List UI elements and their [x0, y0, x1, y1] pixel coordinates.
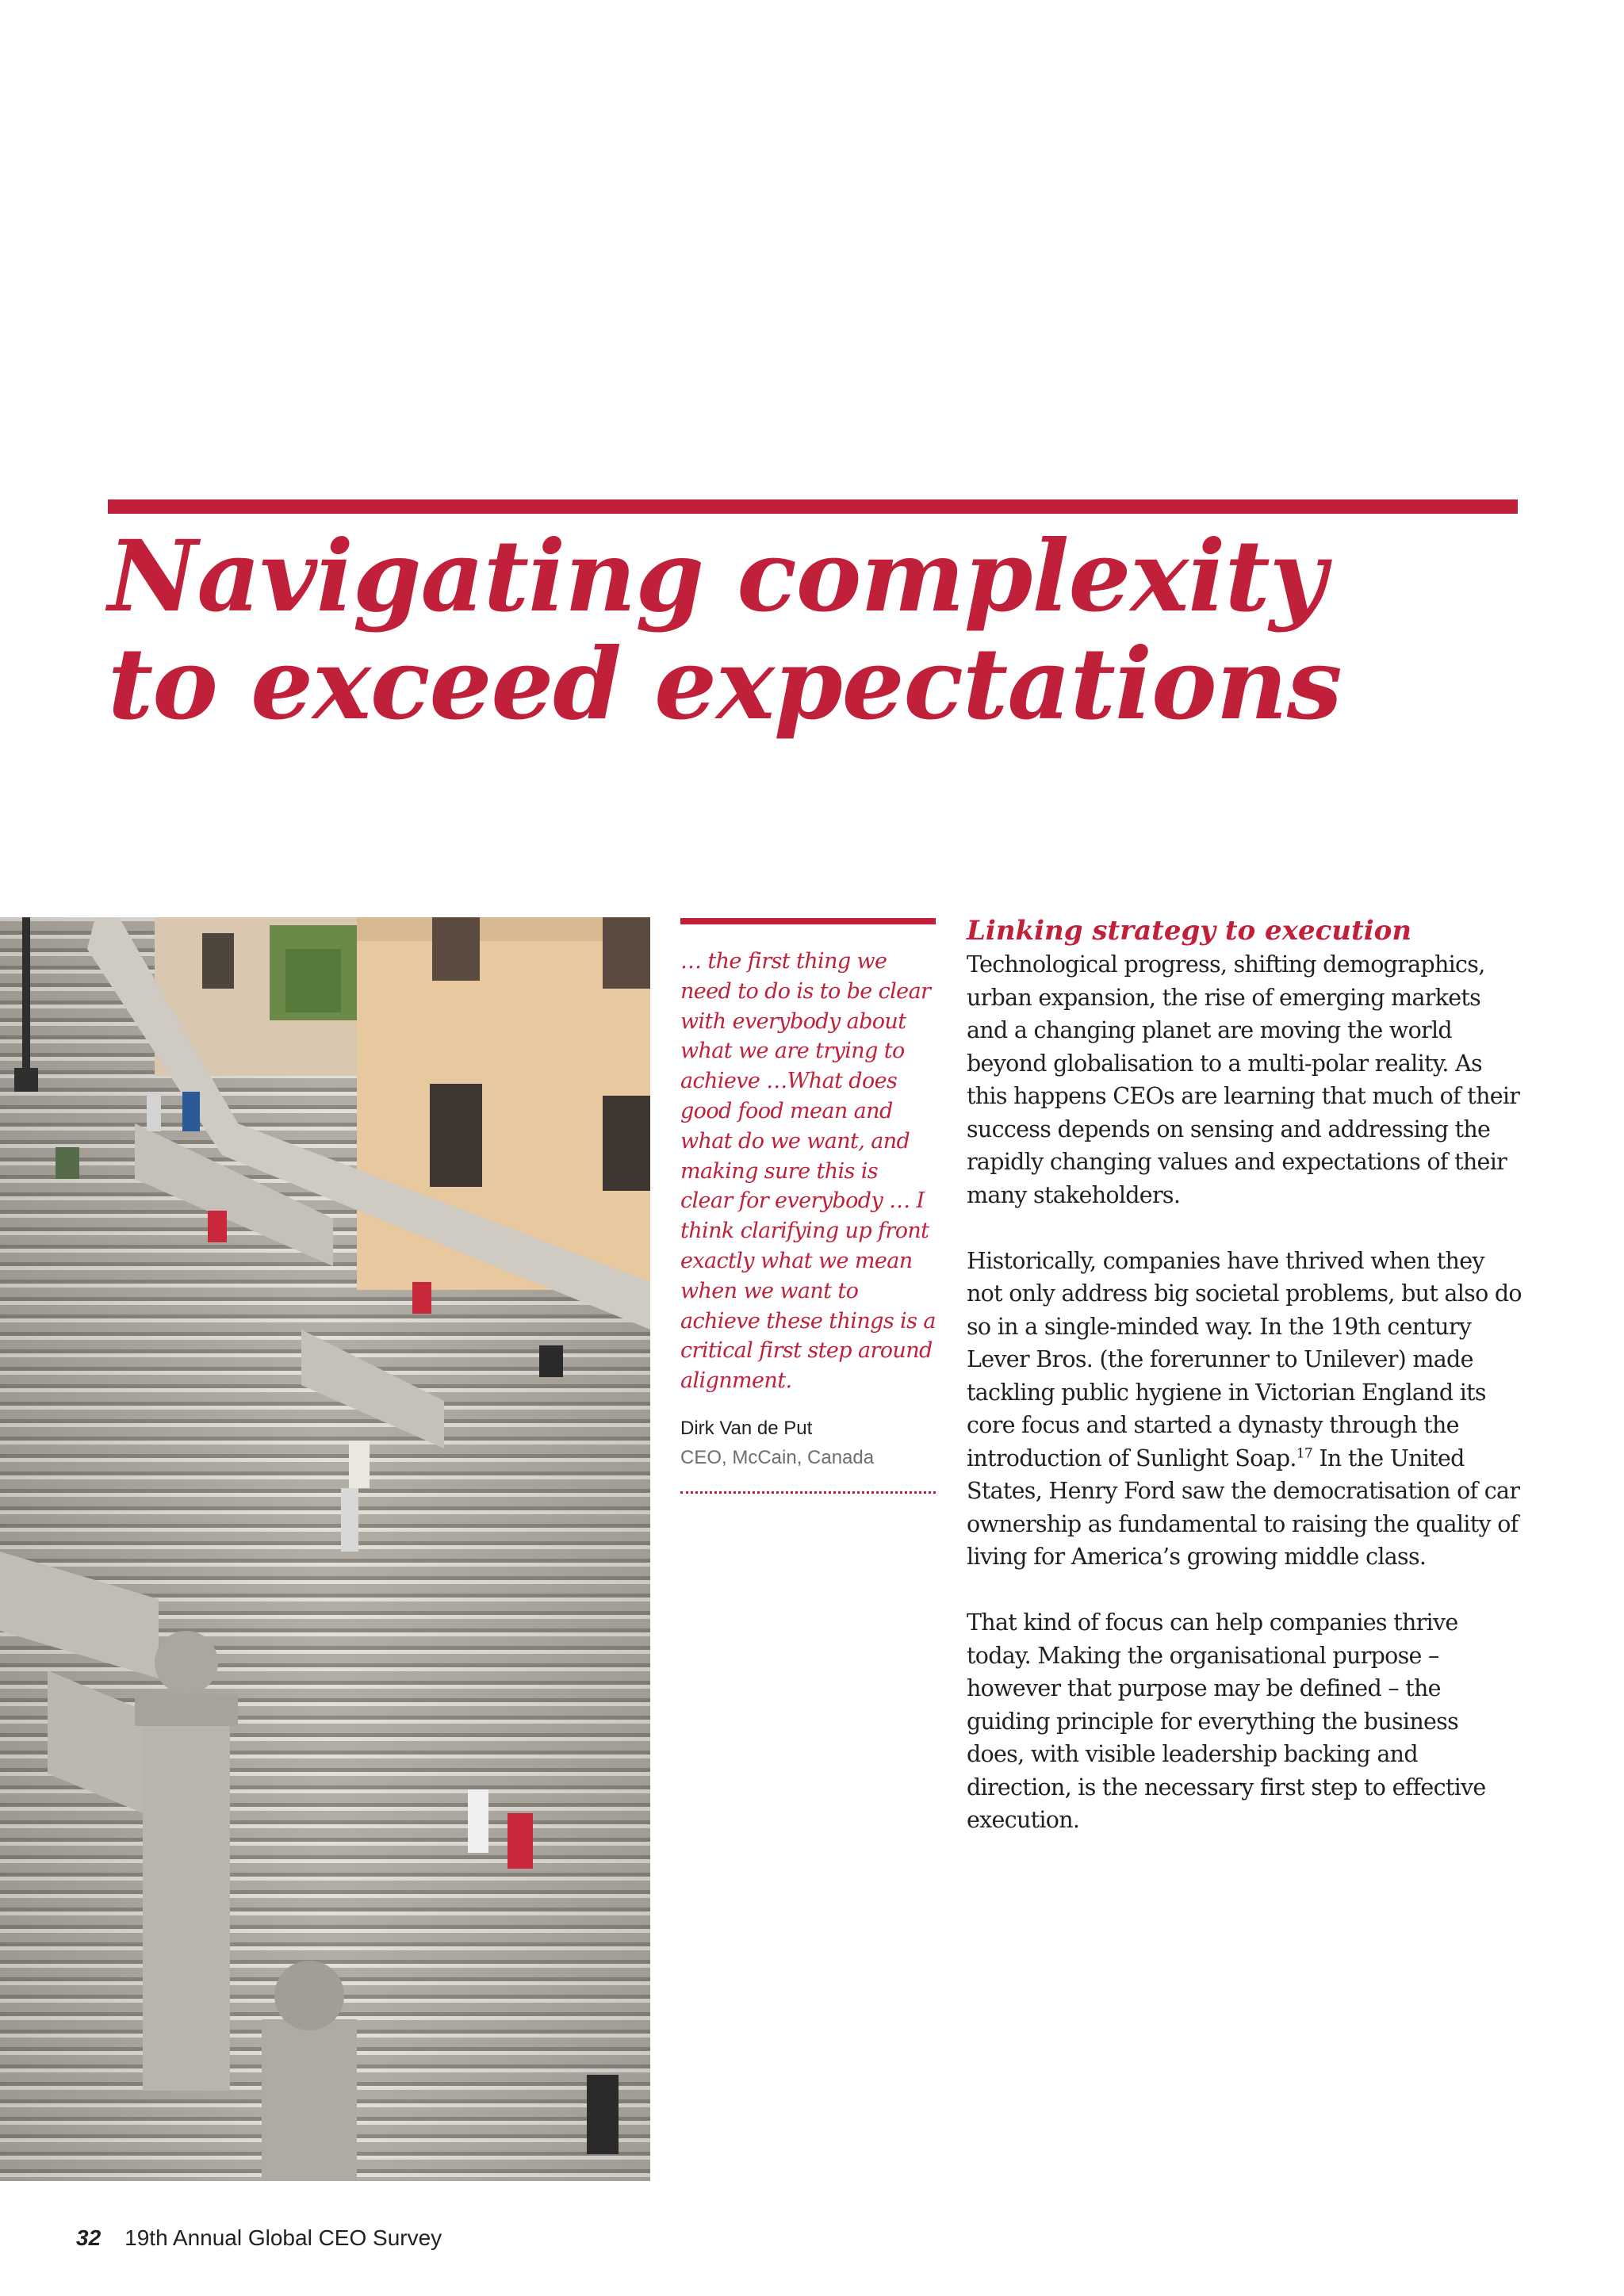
publication-title: 19th Annual Global CEO Survey	[124, 2225, 442, 2250]
pull-quote-attribution-name: Dirk Van de Put	[680, 1417, 813, 1439]
page-title-line-1: Navigating complexity	[108, 519, 1326, 634]
headline-rule	[108, 499, 1518, 514]
footnote-ref-17[interactable]: 17	[1296, 1445, 1312, 1461]
article-body	[967, 913, 1522, 1869]
page-title	[108, 519, 1535, 742]
pull-quote	[680, 918, 936, 1494]
paragraph-2	[967, 1245, 1522, 1574]
spanish-steps-photo	[0, 917, 650, 2181]
paragraph-2-text-cont: In the United States, Henry Ford saw the democratisation of car ownership as fundamental to raising the quality of living for America’s growing middle class.	[967, 1445, 1520, 1570]
section-heading: Linking strategy to execution	[967, 915, 1412, 947]
spanish-steps-illustration	[0, 917, 650, 2181]
pull-quote-dotted-divider	[680, 1491, 936, 1494]
page-footer	[76, 2225, 442, 2252]
paragraph-1: Technological progress, shifting demographics, urban expansion, the rise of emerging markets and a changing planet are moving the world beyond globalisation to a multi-polar reality. As this happens CEOs are learning that much of their success depends on sensing and addressing the rapidly changing values and expectations of their many stakeholders.	[967, 951, 1520, 1208]
page-title-line-2: to exceed expectations	[108, 627, 1342, 742]
paragraph-3: That kind of focus can help companies thrive today. Making the organisational purpose – however that purpose may be defined – the guiding principle for everything the business does, with visible leadership backing and direction, is the necessary first step to effective execution.	[967, 1609, 1486, 1833]
paragraph-2-text: Historically, companies have thrived when they not only address big societal problems, but also do so in a single-minded way. In the 19th century Lever Bros. (the forerunner to Unilever) made tackling public hygiene in Victorian England its core focus and started a dynasty through the introduction of Sunlight Soap.	[967, 1247, 1522, 1471]
page-number: 32	[76, 2225, 102, 2250]
pull-quote-text: … the first thing we need to do is to be clear with everybody about what we are trying to achieve …What does good food mean and what do we want, and making sure this is clear for everybody … I think clarifying up front exactly what we mean when we want to achieve these things is a critical first step around alignment.	[680, 949, 936, 1394]
pull-quote-attribution-role: CEO, McCain, Canada	[680, 1446, 875, 1468]
